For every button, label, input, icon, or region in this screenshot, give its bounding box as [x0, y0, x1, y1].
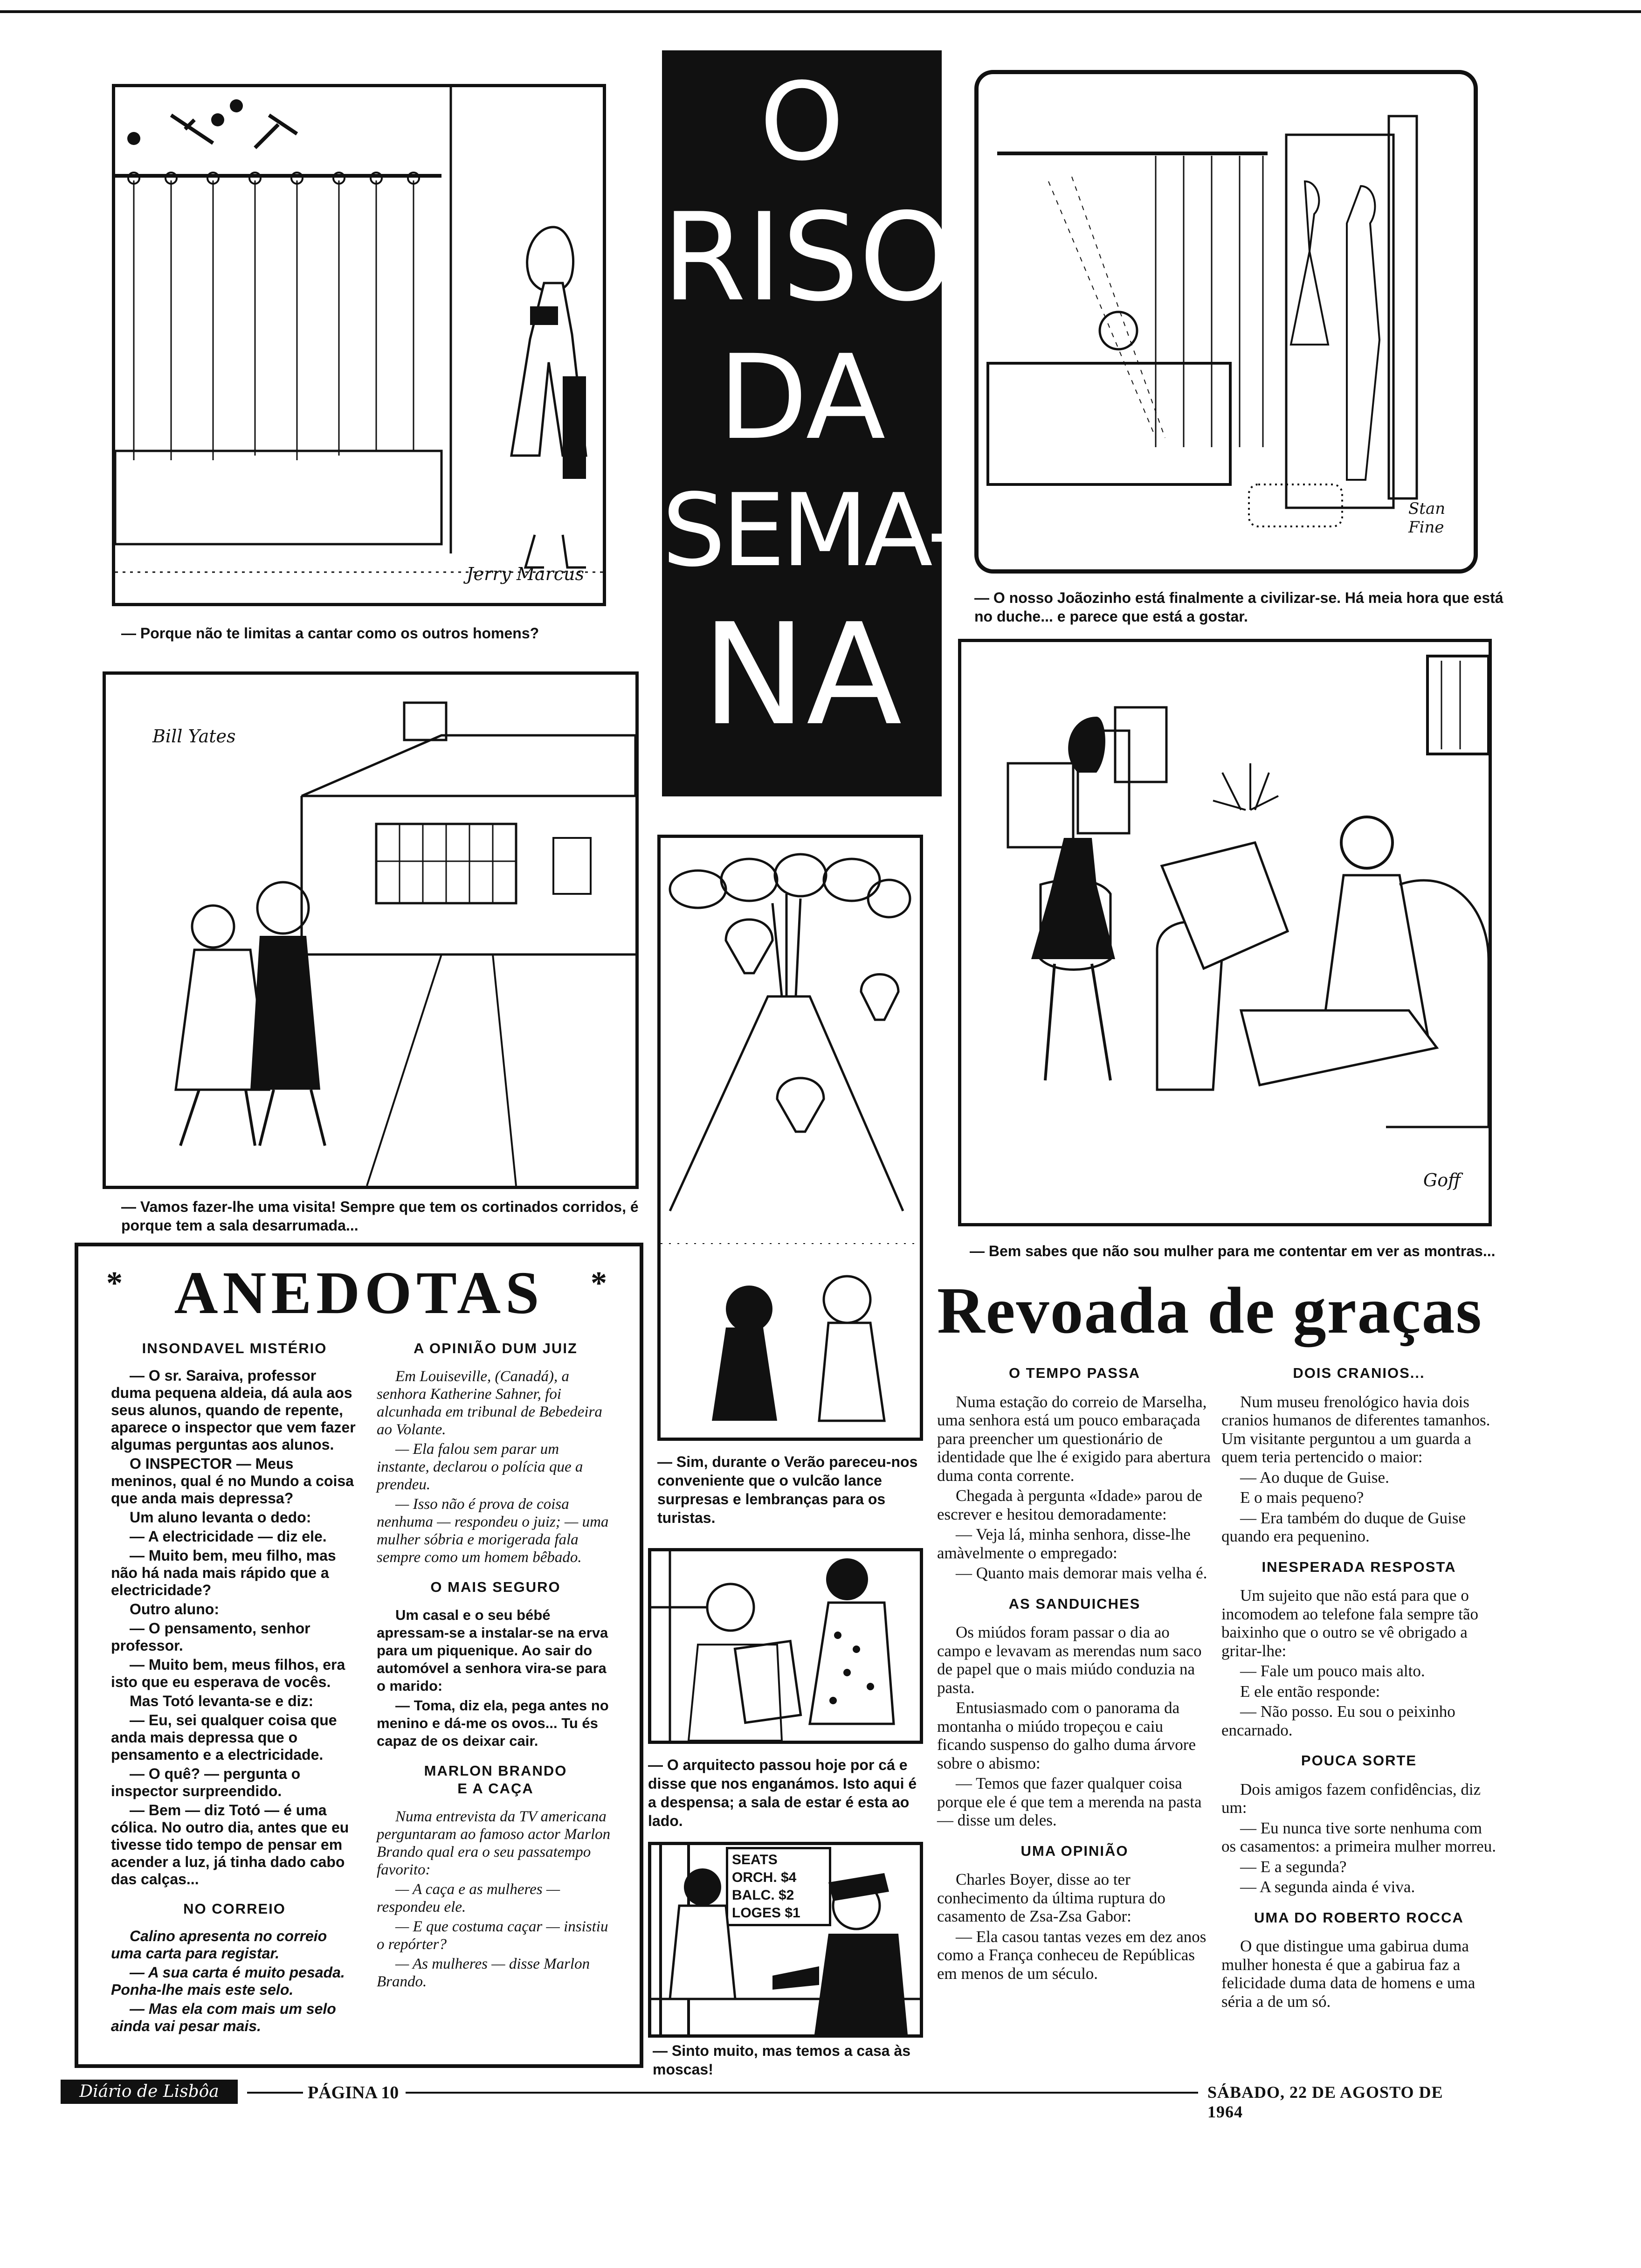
volcano-illustration [661, 838, 920, 1438]
section-heading: MARLON BRANDO [424, 1763, 567, 1779]
paragraph: — O sr. Saraiva, professor duma pequena aldeia, dá aula aos seus alunos, quando de repente, aparece o inspector que vem fazer algumas perguntas aos alunos. [111, 1367, 356, 1453]
paragraph: — A sua carta é muito pesada. Ponha-lhe mais este selo. [111, 1964, 345, 1998]
paragraph: Os miúdos foram passar o dia ao campo e levavam as merendas num saco de papel que o mais miúdo conduzia na pasta. [937, 1623, 1202, 1697]
revoada-column-1 [937, 1364, 1212, 1984]
footer-masthead: Diário de Lisbôa [61, 2080, 238, 2104]
cartoon-volcano [657, 835, 923, 1441]
paragraph: — Bem — diz Totó — é uma cólica. No outro dia, antes que eu tivesse tido tempo de pensar em acender a luz, já tinha dado cabo das calças... [111, 1802, 349, 1888]
paragraph: — Ela falou sem parar um instante, declarou o polícia que a prendeu. [377, 1441, 583, 1493]
paragraph: Numa entrevista da TV americana perguntaram ao famoso actor Marlon Brando qual era o seu passatempo favorito: [377, 1808, 611, 1878]
cartoon-signature: Jerry Marcus [466, 564, 584, 584]
section-heading: UMA DO ROBERTO ROCCA [1254, 1909, 1464, 1926]
top-rule [0, 10, 1641, 13]
anedotas-star-right: * [591, 1265, 607, 1301]
shopping-illustration [961, 642, 1489, 1223]
banner-line: SEMA- [662, 472, 959, 589]
section-heading: AS SANDUICHES [1008, 1595, 1141, 1612]
neighbors-illustration [106, 675, 635, 1186]
architect-illustration [651, 1551, 920, 1741]
paragraph: — Mas ela com mais um selo ainda vai pesar mais. [111, 2000, 336, 2034]
banner-line: DA [718, 330, 886, 465]
paragraph: E ele então responde: [1240, 1682, 1380, 1701]
section-heading: INESPERADA RESPOSTA [1262, 1558, 1456, 1575]
paragraph: — Ela casou tantas vezes em dez anos como a França conheceu de Repúblicas em menos de um século. [937, 1927, 1207, 1983]
anedotas-column-1 [111, 1340, 358, 2037]
cartoon-caption: — O nosso Joãozinho está finalmente a civilizar-se. Há meia hora que está no duche... e parece que está a gostar. [974, 589, 1503, 625]
paragraph: — Não posso. Eu sou o peixinho encarnado. [1221, 1702, 1455, 1739]
paragraph: — A segunda ainda é viva. [1240, 1878, 1415, 1896]
paragraph: — Toma, diz ela, pega antes no menino e dá-me os ovos... Tu és capaz de os deixar cair. [377, 1697, 609, 1749]
section-heading: O MAIS SEGURO [430, 1579, 561, 1595]
cartoon-caption: — Vamos fazer-lhe uma visita! Sempre que tem os cortinados corridos, é porque tem a sala desarrumada... [121, 1198, 639, 1234]
cartoon-architect [648, 1548, 923, 1744]
section-heading: POUCA SORTE [1301, 1752, 1417, 1769]
section-heading: NO CORREIO [183, 1901, 286, 1917]
paragraph: Um casal e o seu bébé apressam-se a instalar-se na erva para um piquenique. Ao sair do automóvel a senhora vira-se para o marido: [377, 1607, 608, 1694]
paragraph: Calino apresenta no correio uma carta para registar. [111, 1928, 327, 1962]
anedotas-column-2 [377, 1340, 614, 1992]
cartoon-signature: Bill Yates [152, 726, 236, 747]
cartoon-joaozinho-shower [974, 70, 1478, 574]
section-heading: A OPINIÃO DUM JUIZ [414, 1340, 578, 1356]
cartoon-caption: — Sim, durante o Verão pareceu-nos conveniente que o vulcão lance surpresas e lembranças para os turistas. [657, 1453, 918, 1526]
paragraph: O INSPECTOR — Meus meninos, qual é no Mundo a coisa que anda mais depressa? [111, 1455, 354, 1507]
paragraph: — Eu nunca tive sorte nenhuma com os casamentos: a primeira mulher morreu. [1221, 1819, 1496, 1855]
paragraph: Um sujeito que não está para que o incomodem ao telefone fala sempre tão baixinho que o outro se vê obrigado a gritar-lhe: [1221, 1586, 1479, 1660]
paragraph: Charles Boyer, disse ao ter conhecimento da última ruptura do casamento de Zsa-Zsa Gabor: [937, 1870, 1165, 1925]
paragraph: Outro aluno: [130, 1601, 219, 1618]
shower-singer-illustration [115, 87, 603, 603]
paragraph: Dois amigos fazem confidências, diz um: [1221, 1780, 1481, 1817]
footer [61, 2080, 1482, 2121]
section-heading: UMA OPINIÃO [1020, 1842, 1129, 1859]
cartoon-shopping-woman [958, 639, 1492, 1226]
paragraph: — Quanto mais demorar mais velha é. [956, 1564, 1207, 1582]
revoada-title: Revoada de graças [937, 1273, 1482, 1347]
paragraph: Em Louiseville, (Canadá), a senhora Katherine Sahner, foi alcunhada em tribunal de Bebedeira ao Volante. [377, 1368, 602, 1438]
riso-da-semana-banner [662, 50, 959, 796]
paragraph: Num museu frenológico havia dois cranios humanos de diferentes tamanhos. Um visitante perguntou a um guarda a quem teria pertencido o maior: [1221, 1392, 1490, 1466]
paragraph: — As mulheres — disse Marlon Brando. [377, 1956, 590, 1990]
anedotas-star-left: * [106, 1265, 123, 1301]
paragraph: Numa estação do correio de Marselha, uma senhora está um pouco embaraçada para preencher um questionário de identidade que lhe é exigido para abertura duma conta corrente. [937, 1392, 1211, 1485]
section-heading: O TEMPO PASSA [1008, 1365, 1141, 1381]
footer-rule [406, 2092, 1198, 2094]
paragraph: — Ao duque de Guise. [1240, 1468, 1389, 1487]
footer-rule [247, 2092, 303, 2094]
paragraph: — Eu, sei qualquer coisa que anda mais depressa que o pensamento e a electricidade. [111, 1712, 337, 1763]
cartoon-caption: — Sinto muito, mas temos a casa às moscas! [653, 2042, 911, 2078]
anedotas-box [75, 1243, 643, 2068]
cartoon-ticket-booth [648, 1842, 923, 2038]
paragraph: — E que costuma caçar — insistiu o repórter? [377, 1918, 608, 1953]
paragraph: — Isso não é prova de coisa nenhuma — respondeu o juiz; — uma mulher sóbria e morigerada fala sempre como um homem bêbado. [377, 1496, 609, 1566]
paragraph: Chegada à pergunta «Idade» parou de escrever e hesitou demoradamente: [937, 1487, 1202, 1523]
section-heading: INSONDAVEL MISTÉRIO [142, 1340, 327, 1356]
ticket-booth-illustration [651, 1845, 920, 2034]
paragraph: Um aluno levanta o dedo: [130, 1509, 311, 1526]
paragraph: — Muito bem, meus filhos, era isto que eu esperava de vocês. [111, 1656, 345, 1690]
paragraph: O que distingue uma gabirua duma mulher honesta é que a gabirua faz a felicidade duma data de homens e uma séria a de um só. [1221, 1937, 1476, 2011]
cartoon-shower-singer [112, 84, 606, 606]
cartoon-caption: — Bem sabes que não sou mulher para me contentar em ver as montras... [970, 1243, 1496, 1259]
paragraph: — A caça e as mulheres — respondeu ele. [377, 1881, 560, 1915]
anedotas-title: ANEDOTAS [174, 1259, 544, 1327]
paragraph: — Era também do duque de Guise quando era pequenino. [1221, 1508, 1466, 1545]
paragraph: — O pensamento, senhor professor. [111, 1620, 310, 1654]
paragraph: — A electricidade — diz ele. [130, 1528, 327, 1545]
cartoon-signature: Goff [1423, 1170, 1461, 1190]
banner-line: NA [702, 594, 902, 756]
paragraph: — Muito bem, meu filho, mas não há nada mais rápido que a electricidade? [111, 1547, 336, 1598]
joaozinho-illustration [979, 74, 1474, 569]
paragraph: — E a segunda? [1240, 1857, 1347, 1876]
footer-date: SÁBADO, 22 DE AGOSTO DE 1964 [1207, 2083, 1443, 2121]
paragraph: E o mais pequeno? [1240, 1488, 1364, 1507]
paragraph: — Veja lá, minha senhora, disse-lhe amàvelmente o empregado: [937, 1525, 1191, 1562]
paragraph: — Temos que fazer qualquer coisa porque ele é que tem a merenda na pasta — disse um deles. [937, 1774, 1202, 1829]
paragraph: — O quê? — pergunta o inspector surpreendido. [111, 1765, 301, 1799]
cartoon-caption: — O arquitecto passou hoje por cá e disse que nos enganámos. Isto aqui é a despensa; a sala de estar é esta ao lado. [648, 1756, 917, 1829]
paragraph: Entusiasmado com o panorama da montanha o miúdo tropeçou e caiu ficando suspenso do galho duma árvore sobre o abismo: [937, 1699, 1196, 1772]
paragraph: — Fale um pouco mais alto. [1240, 1662, 1425, 1680]
cartoon-neighbors-visit [103, 671, 639, 1189]
sign-line: LOGES $1 [732, 1905, 800, 1921]
footer-page-number: PÁGINA 10 [308, 2083, 399, 2102]
sign-line: BALC. $2 [732, 1888, 794, 1903]
cartoon-caption: — Porque não te limitas a cantar como os outros homens? [121, 625, 539, 642]
cartoon-signature: Stan Fine [1408, 499, 1446, 537]
section-heading: E A CAÇA [457, 1780, 534, 1797]
section-heading: DOIS CRANIOS... [1293, 1365, 1425, 1381]
revoada-column-2 [1221, 1364, 1496, 2012]
banner-line: O [759, 60, 844, 185]
banner-line: RISO [662, 187, 955, 328]
sign-line: SEATS [732, 1852, 778, 1867]
paragraph: Mas Totó levanta-se e diz: [130, 1693, 314, 1709]
sign-line: ORCH. $4 [732, 1870, 797, 1885]
